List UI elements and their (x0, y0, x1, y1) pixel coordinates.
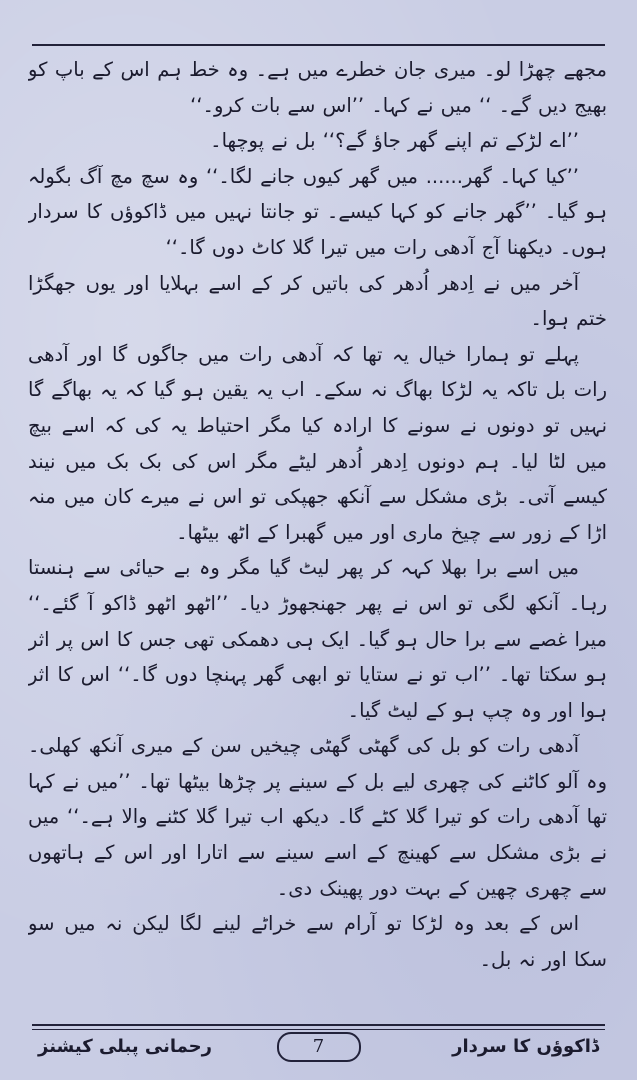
paragraph-7: آدھی رات کو بل کی گھٹی گھٹی چیخیں سن کے میری آنکھ کھلی۔ وہ آلو کاٹنے کی چھری لیے بل کے سینے پر چڑھا بیٹھا تھا۔ ’’میں نے کہا تھا آدھی رات کو تیرا گلا کٹے گا۔ دیکھ اب تیرا گلا کٹنے والا ہے۔‘‘ میں نے بڑی مشکل سے کھینچ کے اسے سینے سے اتارا اور اس کے ہاتھوں سے چھری چھین کے بہت دور پھینک دی۔ (28, 734, 607, 900)
paragraph-2: ’’اے لڑکے تم اپنے گھر جاؤ گے؟‘‘ بل نے پوچھا۔ (210, 129, 579, 153)
paragraph-5: پہلے تو ہمارا خیال یہ تھا کہ آدھی رات میں جاگوں گا اور آدھی رات بل تاکہ یہ لڑکا بھاگ نہ سکے۔ اب یہ یقین ہو گیا کہ یہ بھاگے گا نہیں تو دونوں نے سونے کا ارادہ کیا مگر احتیاط یہ کی کہ اسے بیچ میں لٹا لیا۔ ہم دونوں اِدھر اُدھر لیٹے مگر اس کی بک بک میں نیند کیسے آتی۔ بڑی مشکل سے آنکھ جھپکی تو اس نے میرے کان میں منہ اڑا کے زور سے چیخ ماری اور میں گھبرا کے اٹھ بیٹھا۔ (28, 342, 607, 544)
page-footer (32, 1030, 605, 1070)
footer-rule (32, 1024, 605, 1026)
book-title: ڈاکوؤں کا سردار (452, 1036, 599, 1057)
publisher-name: رحمانی پبلی کیشنز (38, 1036, 213, 1057)
page-number: 7 (277, 1032, 361, 1062)
story-text (28, 52, 607, 1007)
paragraph-6: میں اسے برا بھلا کہہ کر پھر لیٹ گیا مگر وہ بے حیائی سے ہنستا رہا۔ آنکھ لگی تو اس نے پھر جھنجھوڑ دیا۔ ’’اٹھو اٹھو ڈاکو آ گئے۔‘‘ میرا غصے سے برا حال ہو گیا۔ ایک ہی دھمکی تھی جس کا اس پر اثر ہو سکتا تھا۔ ’’اب تو نے ستایا تو ابھی گھر پہنچا دوں گا۔‘‘ اس کا اثر ہوا اور وہ چپ ہو کے لیٹ گیا۔ (28, 556, 607, 722)
paragraph-1: مجھے چھڑا لو۔ میری جان خطرے میں ہے۔ وہ خط ہم اس کے باپ کو بھیج دیں گے۔ ‘‘ میں نے کہا۔ ’’اس سے بات کرو۔‘‘ (28, 58, 607, 117)
header-rule (32, 44, 605, 46)
paragraph-8: اس کے بعد وہ لڑکا تو آرام سے خراٹے لینے لگا لیکن نہ میں سو سکا اور نہ بل۔ (28, 912, 607, 971)
paragraph-3: ’’کیا کہا۔ گھر...... میں گھر کیوں جانے لگا۔‘‘ وہ سچ مچ آگ بگولہ ہو گیا۔ ’’گھر جانے کو کہا کیسے۔ تو جانتا نہیں میں ڈاکوؤں کا سردار ہوں۔ دیکھنا آج آدھی رات میں تیرا گلا کاٹ دوں گا۔‘‘ (28, 164, 607, 259)
paragraph-4: آخر میں نے اِدھر اُدھر کی باتیں کر کے اسے بہلایا اور یوں جھگڑا ختم ہوا۔ (28, 271, 607, 331)
